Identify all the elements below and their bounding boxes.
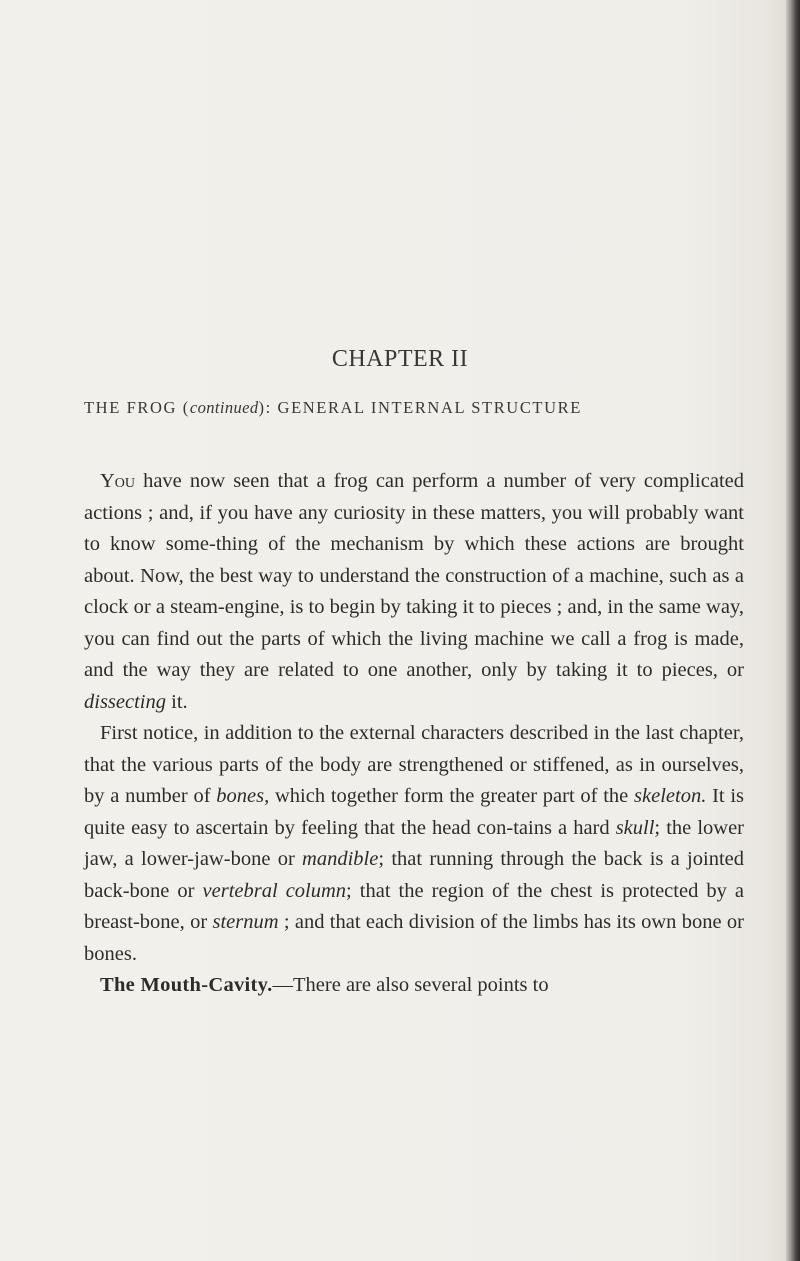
page-edge-shadow bbox=[786, 0, 800, 1261]
chapter-heading: CHAPTER II bbox=[331, 346, 469, 372]
paragraph-3-text-1: —There are also several points to bbox=[272, 974, 549, 996]
term-skull: skull bbox=[615, 816, 655, 839]
paragraph-2-text-2: which together form the greater part of the bbox=[269, 785, 635, 807]
term-dissecting: dissecting bbox=[84, 690, 166, 713]
paragraph-1-lead: You bbox=[100, 470, 136, 492]
paragraph-2-text-3: It is quite easy to ascertain by feeling that the head con-tains a hard bbox=[84, 785, 745, 839]
subtitle-part1: THE FROG bbox=[84, 398, 178, 417]
subtitle-paren-close: ) bbox=[258, 398, 266, 417]
paragraph-1 bbox=[84, 466, 744, 718]
term-skeleton: skeleton. bbox=[634, 785, 707, 807]
term-sternum: sternum bbox=[212, 911, 279, 933]
chapter-subtitle bbox=[84, 398, 744, 418]
subtitle-continued: continued bbox=[189, 398, 259, 417]
paragraph-2 bbox=[84, 718, 744, 970]
section-heading-mouth-cavity: The Mouth-Cavity. bbox=[100, 974, 273, 996]
subtitle-part2: : GENERAL INTERNAL STRUCTURE bbox=[265, 398, 582, 417]
paragraph-2-text-7: ; and that each division of the limbs has its own bone or bones. bbox=[84, 911, 745, 965]
term-vertebral-column: vertebral column bbox=[202, 879, 347, 902]
paragraph-1-text-2: it. bbox=[166, 690, 188, 713]
body-text bbox=[84, 466, 744, 1002]
term-bones: bones, bbox=[216, 785, 270, 807]
paragraph-2-text-5: ; that running through the back is a jointed back-bone or bbox=[84, 848, 744, 902]
paragraph-3 bbox=[84, 970, 744, 1002]
paragraph-1-text-1: have now seen that a frog can perform a number of very complicated actions ; and, if you have any curiosity in these matters, you will probably want to know some-thing of the mechanism by which these actions are brought about. Now, the best way to understand the construction of a machine, such as a clock or a steam-engine, is to begin by taking it to pieces ; and, in the same way, you can find out the parts of which the living machine we call a frog is made, and the way they are related to one another, only by taking it to pieces, or bbox=[84, 470, 744, 681]
subtitle-paren-open: ( bbox=[182, 398, 190, 417]
paragraph-2-text-4: ; the lower jaw, a lower-jaw-bone or bbox=[84, 816, 744, 870]
term-mandible: mandible bbox=[302, 848, 379, 870]
paragraph-2-text-1: First notice, in addition to the external characters described in the last chapter, that the various parts of the body are strengthened or stiffened, as in ourselves, by a number of bbox=[84, 722, 744, 807]
paragraph-2-text-6: ; that the region of the chest is protected by a breast-bone, or bbox=[84, 879, 744, 933]
